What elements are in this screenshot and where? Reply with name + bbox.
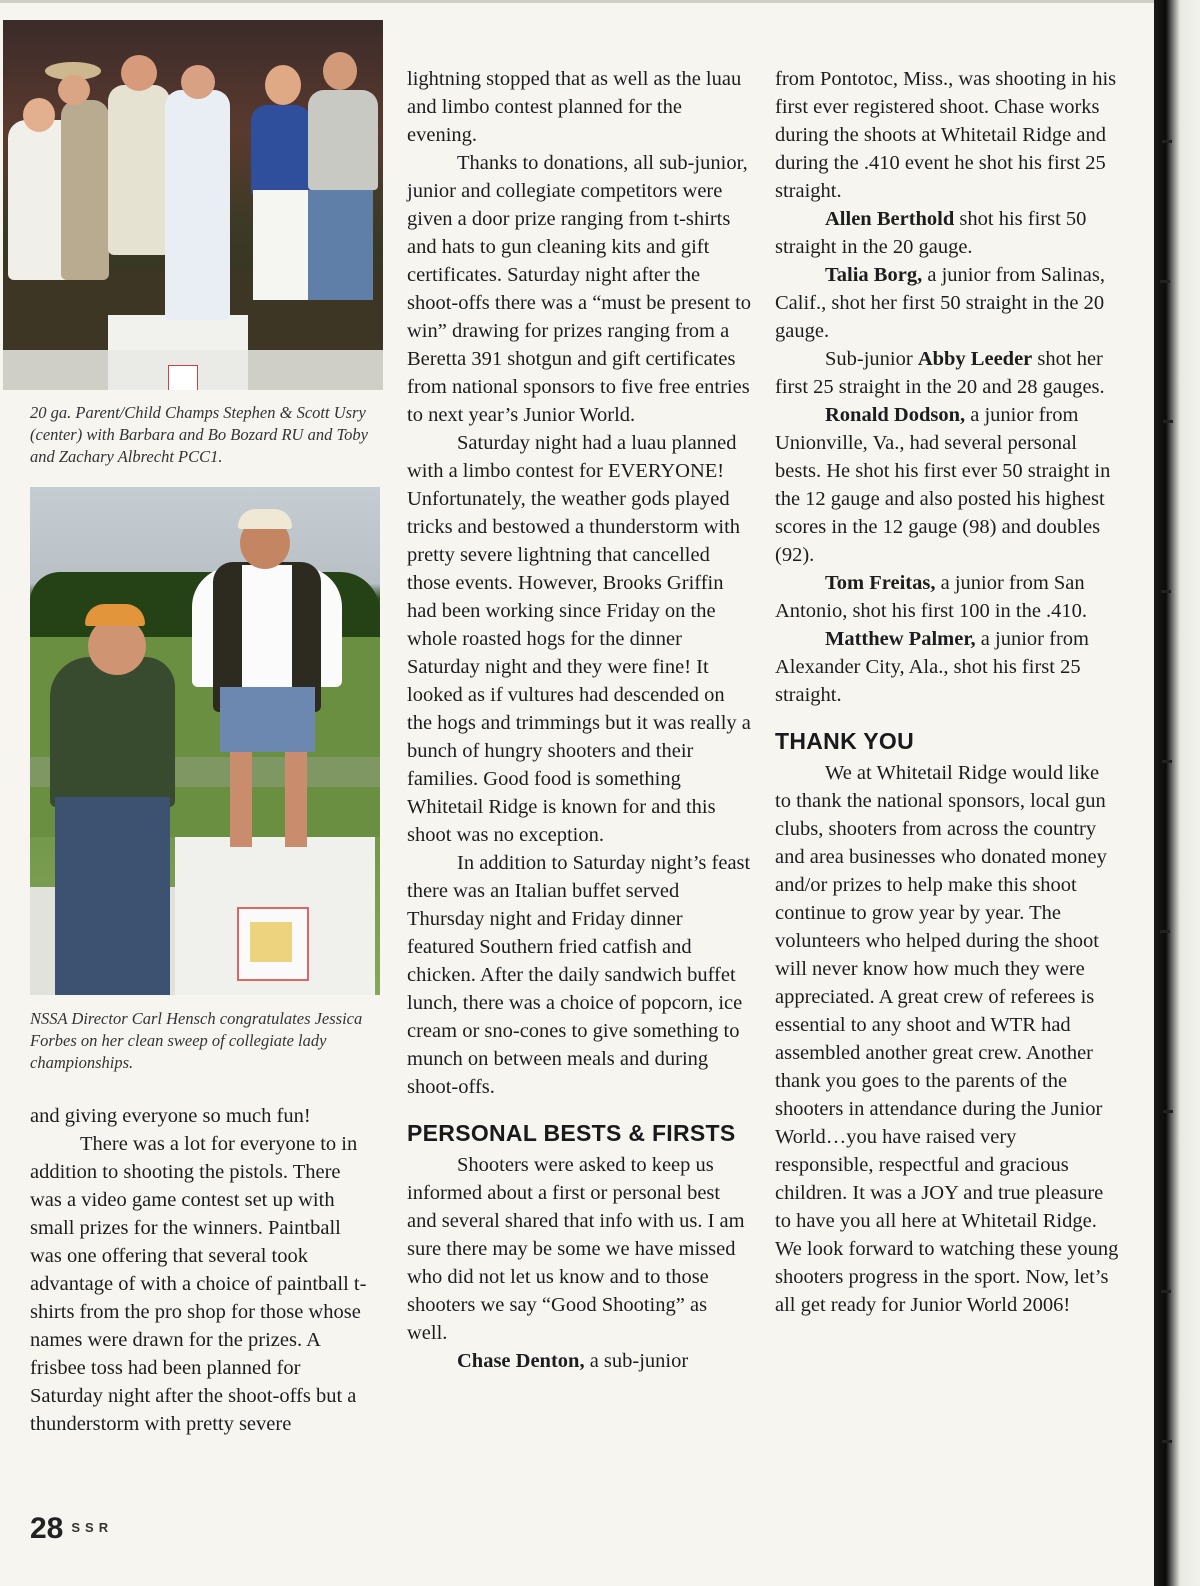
page-folio <box>30 1512 113 1546</box>
edge-mark <box>1163 1110 1173 1113</box>
magazine-name: SSR <box>71 1520 114 1535</box>
edge-mark <box>1162 760 1172 763</box>
edge-mark <box>1162 1440 1172 1443</box>
col3-text: a junior from Alexander City, Ala., shot his first 25 straight. <box>775 628 1089 706</box>
col3-text: a junior from Salinas, Calif., shot her first 50 straight in the 20 gauge. <box>775 264 1105 342</box>
thank-you-heading: THANK YOU <box>775 728 915 754</box>
shooter-name: Matthew Palmer, <box>825 628 976 650</box>
shooter-name: Ronald Dodson, <box>825 404 966 426</box>
shooter-name: Tom Freitas, <box>825 572 936 594</box>
top-photo-caption: 20 ga. Parent/Child Champs Stephen & Scott Usry (center) with Barbara and Bo Bozard RU and Toby and Zachary Albrecht PCC1. <box>30 403 368 466</box>
col1-paragraph: There was a lot for everyone to in addition to shooting the pistols. There was a video game contest set up with small prizes for the winners. Paintball was one offering that several took advantage of with a choice of paintball t-shirts from the pro shop for those whose names were drawn for the prizes. A frisbee toss had been planned for Saturday night after the shoot-offs but a thunderstorm with pretty severe <box>30 1133 367 1435</box>
col3-paragraph <box>775 205 1120 261</box>
column-1 <box>30 1102 376 1438</box>
col2-paragraph <box>407 1347 752 1375</box>
col3-text: a junior from Unionville, Va., had several personal bests. He shot his first ever 50 straight in the 12 gauge and also posted his highest scores in the 12 gauge (98) and doubles (92). <box>775 404 1111 566</box>
shooter-name: Abby Leeder <box>917 348 1033 370</box>
col3-text: shot his first 50 straight in the 20 gauge. <box>775 208 1087 258</box>
top-rule <box>0 0 1165 3</box>
shooter-name: Allen Berthold <box>825 208 955 230</box>
col2-paragraph: Thanks to donations, all sub-junior, junior and collegiate competitors were given a door prize ranging from t-shirts and hats to gun cleaning kits and gift certificates. Saturday night after the shoot-offs there was a “must be present to win” drawing for prizes ranging from a Beretta 391 shotgun and gift certificates from national sponsors to five free entries to next year’s Junior World. <box>407 152 752 426</box>
edge-mark <box>1160 280 1170 283</box>
col2-paragraph: lightning stopped that as well as the luau and limbo contest planned for the evening. <box>407 68 742 146</box>
col3-text: shot her first 25 straight in the 20 and 28 gauges. <box>775 348 1105 398</box>
col3-paragraph: We at Whitetail Ridge would like to thank the national sponsors, local gun clubs, shooters from across the country and area businesses who donated money and/or prizes to help make this shoot continue to grow year by year. The volunteers who helped during the shoot will never know how much they were appreciated. A great crew of referees is essential to any shoot and WTR had assembled another great crew. Another thank you goes to the parents of the shooters in attendance during the Junior World…you have raised very responsible, respectful and gracious children. It was a JOY and true pleasure to have you all here at Whitetail Ridge. We look forward to watching these young shooters progress in the sport. Now, let’s all get ready for Junior World 2006! <box>775 762 1119 1316</box>
col3-paragraph: from Pontotoc, Miss., was shooting in his first ever registered shoot. Chase works during the shoots at Whitetail Ridge and during the .410 event he shot his first 25 straight. <box>775 68 1117 202</box>
col2-paragraph: Shooters were asked to keep us informed about a first or personal best and several shared that info with us. I am sure there may be some we have missed who did not let us know and to those shooters we say “Good Shooting” as well. <box>407 1154 745 1344</box>
edge-mark <box>1161 1290 1171 1293</box>
personal-bests-heading: PERSONAL BESTS & FIRSTS <box>407 1120 736 1146</box>
col3-text: a junior from San Antonio, shot his first 100 in the .410. <box>775 572 1088 622</box>
col2-paragraph: In addition to Saturday night’s feast there was an Italian buffet served Thursday night and Friday dinner featured Southern fried catfish and chicken. After the daily sandwich buffet lunch, there was a choice of popcorn, ice cream or sno-cones to give something to munch on between meals and during shoot-offs. <box>407 852 751 1098</box>
champions-group-photo <box>3 20 383 390</box>
col3-paragraph <box>775 625 1120 709</box>
col3-paragraph <box>775 401 1120 569</box>
middle-photo-caption: NSSA Director Carl Hensch congratulates Jessica Forbes on her clean sweep of collegiate lady championships. <box>30 1009 363 1072</box>
shooter-name: Talia Borg, <box>825 264 923 286</box>
edge-mark <box>1162 140 1172 143</box>
edge-mark <box>1160 930 1170 933</box>
col3-text: Sub-junior <box>825 348 918 370</box>
col3-paragraph <box>775 345 1120 401</box>
page-number: 28 <box>30 1512 64 1545</box>
col2-paragraph: Saturday night had a luau planned with a limbo contest for EVERYONE! Unfortunately, the weather gods played tricks and bestowed a thunderstorm with pretty severe lightning that cancelled those events. However, Brooks Griffin had been working since Friday on the whole roasted hogs for the dinner Saturday night and they were fine! It looked as if vultures had descended on the hogs and trimmings but it was really a bunch of hungry shooters and their families. Good food is something Whitetail Ridge is known for and this shoot was no exception. <box>407 432 751 846</box>
col3-paragraph <box>775 569 1120 625</box>
page-binding-edge <box>1154 0 1200 1586</box>
edge-mark <box>1161 590 1171 593</box>
col1-paragraph: and giving everyone so much fun! <box>30 1105 311 1127</box>
edge-mark <box>1163 420 1173 423</box>
column-2 <box>407 65 752 1375</box>
column-3 <box>775 65 1120 1319</box>
congratulations-photo <box>30 487 380 995</box>
col2-text: a sub-junior <box>584 1350 689 1372</box>
col3-paragraph <box>775 261 1120 345</box>
shooter-name: Chase Denton, <box>457 1350 585 1372</box>
